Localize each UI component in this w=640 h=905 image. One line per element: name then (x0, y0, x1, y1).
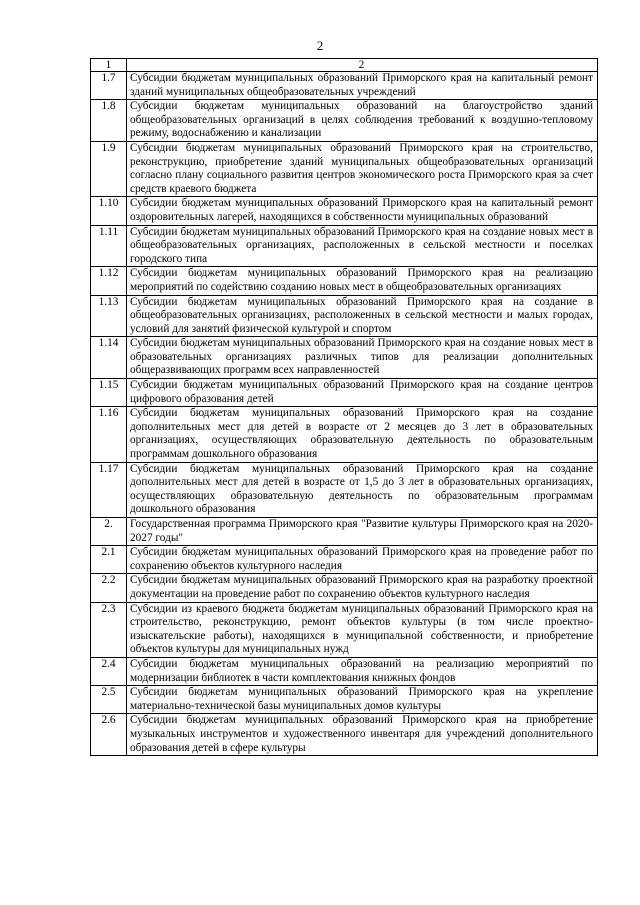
table-row (91, 462, 598, 517)
table-row (91, 100, 598, 142)
table-row (91, 267, 598, 295)
table-row (91, 657, 598, 685)
row-number-cell: 1.17 (91, 462, 127, 517)
header-cell-description: 2 (127, 59, 598, 72)
row-description-cell: Субсидии бюджетам муниципальных образований Приморского края на капитальный ремонт оздоровительных лагерей, находящихся в собственности муниципальных образований (127, 197, 598, 225)
row-number-cell: 2.1 (91, 546, 127, 574)
table-row (91, 574, 598, 602)
row-number-cell: 2.6 (91, 714, 127, 756)
row-number-cell: 1.15 (91, 379, 127, 407)
row-number-cell: 1.13 (91, 295, 127, 337)
row-description-cell: Субсидии бюджетам муниципальных образований Приморского края на разработку проектной документации на проведение работ по сохранению объектов культурного наследия (127, 574, 598, 602)
row-number-cell: 1.11 (91, 225, 127, 267)
table-row (91, 714, 598, 756)
table-row (91, 518, 598, 546)
row-number-cell: 2.5 (91, 686, 127, 714)
row-description-cell: Государственная программа Приморского края "Развитие культуры Приморского края на 2020-2027 годы" (127, 518, 598, 546)
row-description-cell: Субсидии бюджетам муниципальных образований Приморского края на проведение работ по сохранению объектов культурного наследия (127, 546, 598, 574)
subsidies-table (90, 58, 598, 756)
table-row (91, 546, 598, 574)
table-row (91, 225, 598, 267)
row-description-cell: Субсидии бюджетам муниципальных образований на благоустройство зданий общеобразовательных организаций в целях соблюдения требований к воздушно-тепловому режиму, водоснабжению и канализации (127, 100, 598, 142)
row-description-cell: Субсидии бюджетам муниципальных образований Приморского края на создание новых мест в образовательных организациях различных типов для реализации дополнительных общеразвивающих программ всех направленностей (127, 337, 598, 379)
table-row (91, 72, 598, 100)
table-row (91, 141, 598, 196)
row-number-cell: 2.4 (91, 657, 127, 685)
table-row (91, 379, 598, 407)
row-number-cell: 2.2 (91, 574, 127, 602)
table-row (91, 602, 598, 657)
row-number-cell: 1.16 (91, 407, 127, 462)
table-row (91, 407, 598, 462)
row-description-cell: Субсидии из краевого бюджета бюджетам муниципальных образований Приморского края на строительство, реконструкцию, ремонт объектов культуры (в том числе проектно-изыскательские работы), находящихся в муниципальной собственности, и приобретение объектов культуры для муниципальных нужд (127, 602, 598, 657)
row-description-cell: Субсидии бюджетам муниципальных образований Приморского края на создание дополнительных мест для детей в возрасте от 1,5 до 3 лет в образовательных организациях, осуществляющих образовательную деятельность по образовательным программам дошкольного образования (127, 462, 598, 517)
row-number-cell: 1.8 (91, 100, 127, 142)
row-number-cell: 1.9 (91, 141, 127, 196)
header-cell-number: 1 (91, 59, 127, 72)
row-description-cell: Субсидии бюджетам муниципальных образований Приморского края на создание дополнительных мест для детей в возрасте от 2 месяцев до 3 лет в образовательных организациях, осуществляющих образовательную деятельность по образовательным программам дошкольного образования (127, 407, 598, 462)
row-description-cell: Субсидии бюджетам муниципальных образований Приморского края на создание новых мест в общеобразовательных организациях, расположенных в сельской местности и поселках городского типа (127, 225, 598, 267)
table-row (91, 295, 598, 337)
row-number-cell: 1.14 (91, 337, 127, 379)
page-number: 2 (316, 38, 324, 53)
row-description-cell: Субсидии бюджетам муниципальных образований Приморского края на создание центров цифрового образования детей (127, 379, 598, 407)
row-number-cell: 1.10 (91, 197, 127, 225)
row-description-cell: Субсидии бюджетам муниципальных образований на реализацию мероприятий по модернизации библиотек в части комплектования книжных фондов (127, 657, 598, 685)
row-description-cell: Субсидии бюджетам муниципальных образований Приморского края на реализацию мероприятий по содействию созданию новых мест в общеобразовательных организациях (127, 267, 598, 295)
row-number-cell: 1.7 (91, 72, 127, 100)
row-number-cell: 2.3 (91, 602, 127, 657)
row-description-cell: Субсидии бюджетам муниципальных образований Приморского края на создание в общеобразовательных организациях, расположенных в сельской местности и малых городах, условий для занятий физической культурой и спортом (127, 295, 598, 337)
table-header-row (91, 59, 598, 72)
row-description-cell: Субсидии бюджетам муниципальных образований Приморского края на укрепление материально-технической базы муниципальных домов культуры (127, 686, 598, 714)
table-row (91, 337, 598, 379)
table-row (91, 197, 598, 225)
row-description-cell: Субсидии бюджетам муниципальных образований Приморского края на строительство, реконструкцию, приобретение зданий муниципальных общеобразовательных организаций согласно плану социального развития центров экономического роста Приморского края за счет средств краевого бюджета (127, 141, 598, 196)
table-row (91, 686, 598, 714)
row-number-cell: 2. (91, 518, 127, 546)
row-description-cell: Субсидии бюджетам муниципальных образований Приморского края на капитальный ремонт зданий муниципальных общеобразовательных учреждений (127, 72, 598, 100)
row-number-cell: 1.12 (91, 267, 127, 295)
row-description-cell: Субсидии бюджетам муниципальных образований Приморского края на приобретение музыкальных инструментов и художественного инвентаря для учреждений дополнительного образования детей в сфере культуры (127, 714, 598, 756)
